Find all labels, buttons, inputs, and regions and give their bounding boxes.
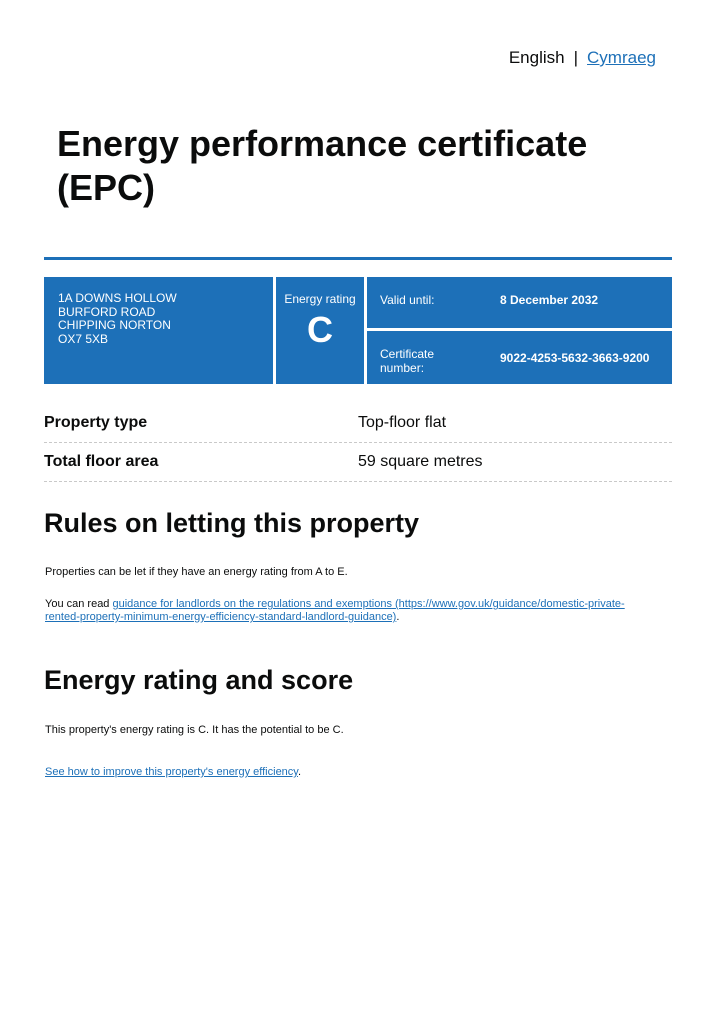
guidance-link-text: guidance for landlords on the regulations and exemptions	[112, 598, 392, 610]
improve-link-line	[45, 766, 655, 779]
certificate-info	[367, 277, 672, 384]
valid-until-value: 8 December 2032	[500, 293, 599, 307]
summary-row-floor-area	[44, 443, 672, 482]
energy-score-heading: Energy rating and score	[44, 665, 354, 695]
address-line: 1A DOWNS HOLLOW	[58, 291, 177, 305]
language-separator: |	[573, 48, 579, 67]
valid-until-label: Valid until:	[380, 293, 435, 307]
summary-row-property-type	[44, 404, 672, 443]
property-summary	[44, 404, 672, 482]
property-type-label: Property type	[44, 414, 148, 431]
title-divider	[44, 257, 672, 260]
letting-paragraph: Properties can be let if they have an energy rating from A to E.	[45, 566, 348, 578]
floor-area-label: Total floor area	[44, 453, 159, 470]
property-type-value: Top-floor flat	[358, 414, 447, 431]
epc-summary-panel	[44, 277, 672, 384]
letting-heading: Rules on letting this property	[44, 508, 420, 538]
language-english: English	[508, 48, 565, 67]
address-line: OX7 5XB	[58, 331, 109, 346]
guidance-link[interactable]	[45, 598, 625, 623]
improve-efficiency-link[interactable]: See how to improve this property's energy efficiency	[45, 766, 298, 778]
address-line: BURFORD ROAD	[58, 304, 156, 319]
guidance-url: (https://www.gov.uk/guidance/domestic-private-rented-property-minimum-energy-efficiency-standard-landlord-guidance)	[45, 598, 625, 623]
language-switcher	[509, 48, 656, 68]
page-title: Energy performance certificate (EPC)	[57, 123, 588, 208]
energy-rating-label: Energy rating	[284, 292, 356, 306]
language-cymraeg-link[interactable]: Cymraeg	[587, 48, 656, 67]
letting-guidance-paragraph	[45, 598, 655, 624]
address-line: CHIPPING NORTON	[58, 318, 171, 332]
guidance-suffix: .	[396, 611, 400, 623]
property-address	[44, 277, 273, 384]
valid-until-row	[367, 277, 672, 328]
certificate-number-value: 9022-4253-5632-3663-9200	[500, 351, 650, 365]
energy-score-paragraph: This property's energy rating is C. It has the potential to be C.	[45, 724, 344, 736]
energy-rating-box	[276, 277, 364, 384]
certificate-number-row	[367, 331, 672, 384]
energy-rating-letter: C	[307, 309, 333, 350]
certificate-number-label: Certificate number:	[380, 347, 435, 375]
guidance-prefix: You can read	[45, 598, 113, 610]
improve-link-suffix: .	[297, 766, 302, 778]
floor-area-value: 59 square metres	[358, 453, 483, 470]
